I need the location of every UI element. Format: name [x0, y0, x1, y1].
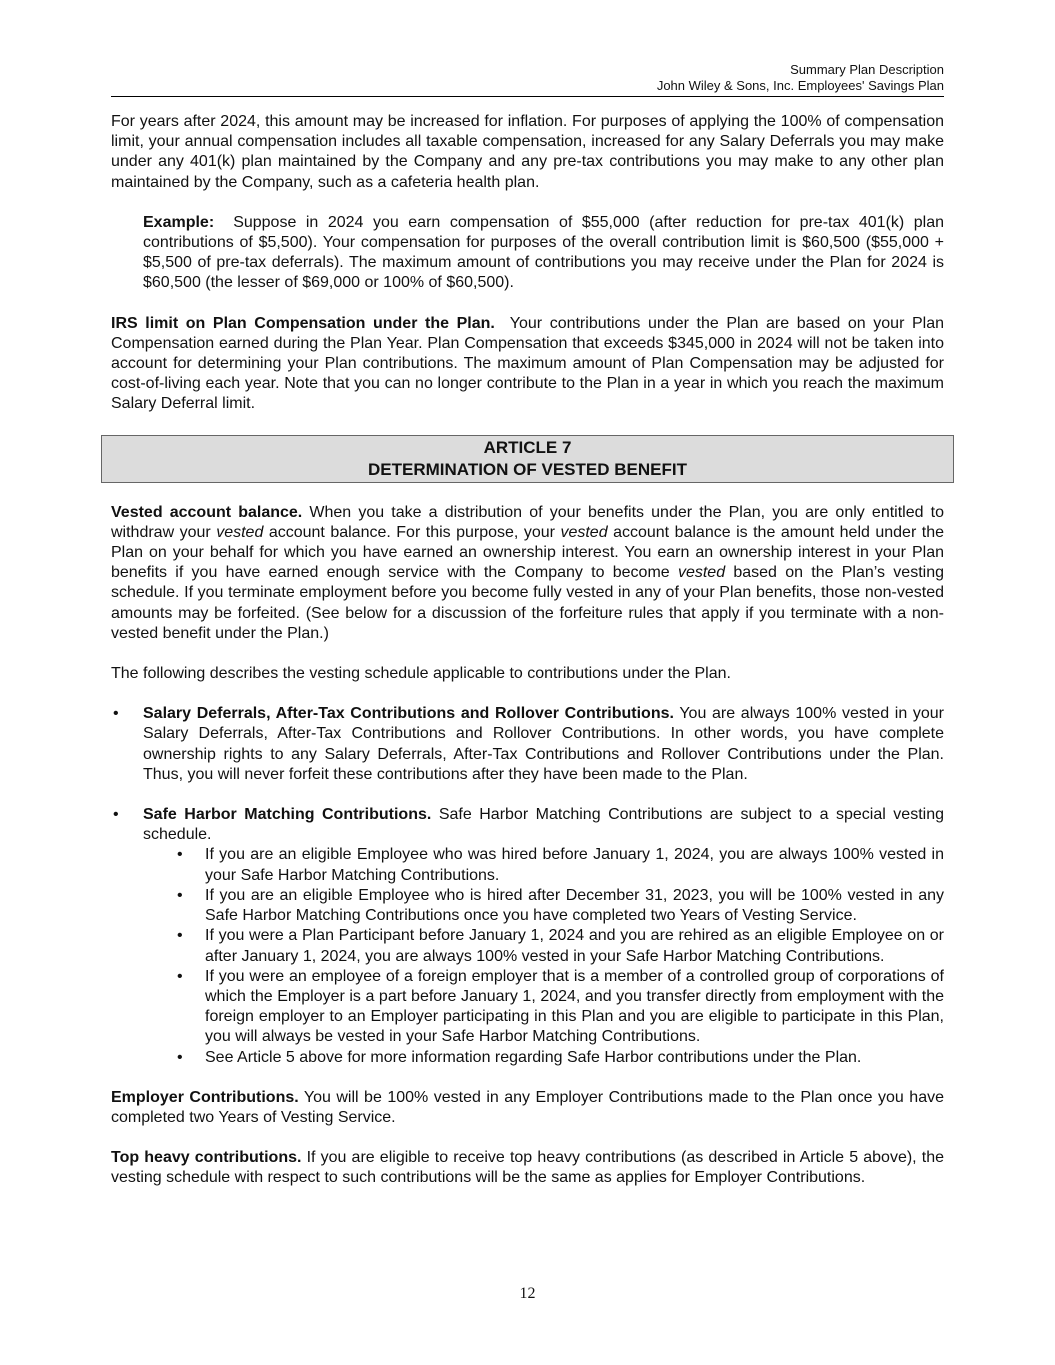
- employer-contributions-paragraph: [111, 1088, 944, 1128]
- bullet-label: Salary Deferrals, After-Tax Contributions and Rollover Contributions.: [143, 705, 674, 723]
- list-item: [111, 805, 944, 1068]
- vested-emphasis-1: vested: [216, 523, 264, 541]
- example-label: Example:: [143, 213, 215, 231]
- list-item: • If you were an employee of a foreign employer that is a member of a controlled group of corporations of which the Employer is a part before January 1, 2024, and you transfer directly from employment with the foreign employer to an Employer participating in this Plan and you are eligible to participate in this Plan, you will always be vested in your Safe Harbor Matching Contributions.: [175, 967, 944, 1048]
- vested-emphasis-3: vested: [677, 564, 726, 582]
- bullet-text: Safe Harbor Matching Contributions are subject to a special vesting schedule.: [143, 806, 944, 844]
- vested-text-3: account balance is the amount held under the Plan on your behalf for which you have earned an ownership interest. You earn an ownership interest in your Plan benefits if you have earned enough service with the Company to become: [111, 523, 944, 582]
- top-heavy-label: Top heavy contributions.: [111, 1149, 302, 1167]
- vested-emphasis-2: vested: [560, 523, 608, 541]
- bullet-text: You are always 100% vested in your Salary Deferrals, After-Tax Contributions and Rollover Contributions. In other words, you have complete ownership rights to any Salary Deferrals, After-Tax Contributions and Rollover Contributions under the Plan. Thus, you will never forfeit these contributions after they have been made to the Plan.: [143, 705, 945, 783]
- vested-text-2: account balance. For this purpose, your: [268, 523, 555, 541]
- header-divider: [111, 96, 944, 97]
- bullet-label: Safe Harbor Matching Contributions.: [143, 806, 432, 824]
- schedule-intro-paragraph: The following describes the vesting schedule applicable to contributions under the Plan.: [111, 665, 731, 683]
- vested-text-1: When you take a distribution of your benefits under the Plan, you are only entitled to withdraw your: [111, 503, 945, 541]
- article-number: ARTICLE 7: [483, 437, 572, 457]
- article-heading-box: [101, 435, 954, 483]
- header-doc-title: Summary Plan Description: [790, 62, 944, 77]
- top-heavy-text: If you are eligible to receive top heavy contributions (as described in Article 5 above), the vesting schedule with respect to such contributions will be the same as applies for Employer Contributions.: [111, 1149, 944, 1187]
- vesting-bullet-list: [111, 704, 944, 1067]
- irs-limit-text: Your contributions under the Plan are based on your Plan Compensation earned during the Plan Year. Plan Compensation that exceeds $345,000 in 2024 will not be taken into account for determining your Plan contributions. The maximum amount of Plan Compensation may be adjusted for cost-of-living each year. Note that you can no longer contribute to the Plan in a year in which you reach the maximum Salary Deferral limit.: [111, 314, 945, 413]
- running-header: [111, 62, 944, 94]
- employer-contributions-label: Employer Contributions.: [111, 1088, 299, 1106]
- list-item: • If you are an eligible Employee who was hired before January 1, 2024, you are always 100% vested in your Safe Harbor Matching Contributions.: [175, 845, 944, 885]
- vested-balance-label: Vested account balance.: [111, 503, 303, 521]
- vested-text-4: based on the Plan’s vesting schedule. If you terminate employment before you become fully vested in any of your Plan benefits, those non-vested amounts may be forfeited. (See below for a discussion of the forfeiture rules that apply if you terminate with a non-vested benefit under the Plan.): [111, 564, 945, 642]
- list-item: • If you were a Plan Participant before January 1, 2024 and you are rehired as an eligible Employee on or after January 1, 2024, you are always 100% vested in your Safe Harbor Matching Contributions.: [175, 926, 944, 966]
- example-text: Suppose in 2024 you earn compensation of $55,000 (after reduction for pre-tax 401(k) plan contributions of $5,500). Your compensation for purposes of the overall contribution limit is $60,500 ($55,000 + $5,500 of pre-tax deferrals). The maximum amount of contributions you may receive under the Plan for 2024 is $60,500 (the lesser of $69,000 or 100% of $60,500).: [143, 213, 945, 292]
- safe-harbor-sub-list: [175, 845, 944, 1067]
- article-title: DETERMINATION OF VESTED BENEFIT: [368, 459, 687, 479]
- header-plan-name: John Wiley & Sons, Inc. Employees' Savings Plan: [656, 78, 944, 93]
- list-item: [111, 704, 944, 785]
- example-paragraph: [143, 213, 944, 294]
- list-item: • If you are an eligible Employee who is hired after December 31, 2023, you will be 100% vested in any Safe Harbor Matching Contributions once you have completed two Years of Vesting Service.: [175, 886, 944, 926]
- inflation-paragraph: For years after 2024, this amount may be increased for inflation. For purposes of applying the 100% of compensation limit, your annual compensation includes all taxable compensation, increased for any Salary Deferrals you may make under any 401(k) plan maintained by the Company and any pre-tax contributions you may make to any other plan maintained by the Company, such as a cafeteria health plan.: [111, 113, 944, 191]
- list-item: • See Article 5 above for more information regarding Safe Harbor contributions under the Plan.: [175, 1048, 944, 1068]
- employer-contributions-text: You will be 100% vested in any Employer Contributions made to the Plan once you have completed two Years of Vesting Service.: [111, 1088, 944, 1126]
- irs-limit-label: IRS limit on Plan Compensation under the Plan.: [111, 314, 495, 332]
- page-body: [111, 112, 944, 1189]
- vested-balance-paragraph: [111, 503, 944, 644]
- irs-limit-paragraph: [111, 314, 944, 415]
- top-heavy-paragraph: [111, 1148, 944, 1188]
- page-number: 12: [519, 1285, 536, 1302]
